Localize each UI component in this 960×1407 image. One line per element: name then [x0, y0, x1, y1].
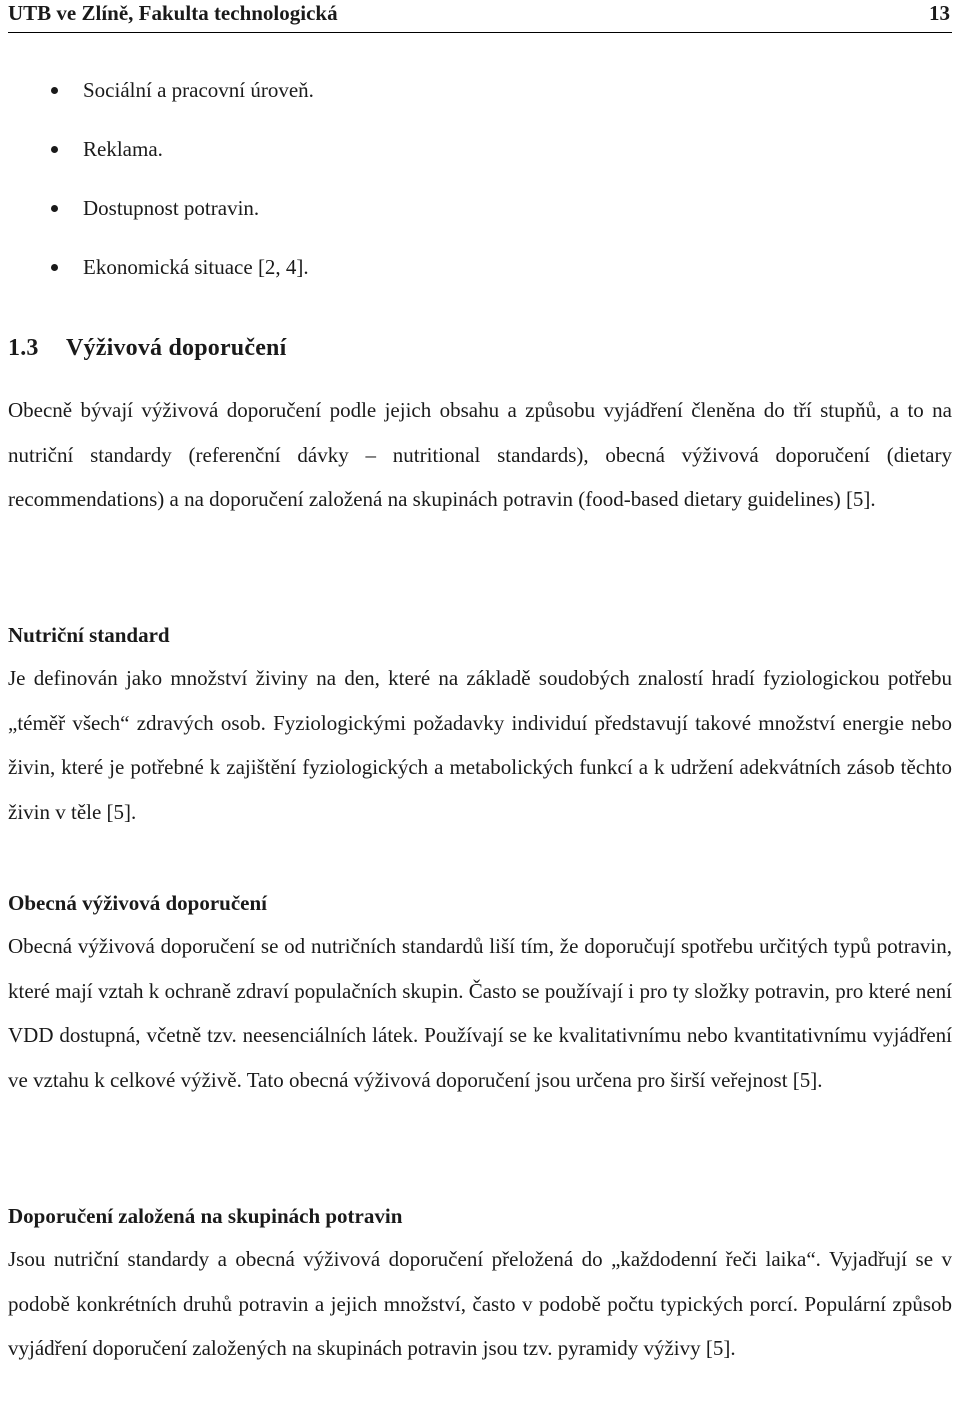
section-intro-paragraph: Obecně bývají výživová doporučení podle jejich obsahu a způsobu vyjádření členěna do tří stupňů, a to na nutriční standardy (referenční dávky – nutritional standards), obecná výživová doporučení (dietary recommendations) a na doporučení založená na skupinách potravin (food-based dietary guidelines) [5]. [8, 398, 952, 511]
page-number: 13 [929, 1, 950, 25]
paragraph-food-based-guidelines: Jsou nutriční standardy a obecná výživová doporučení přeložená do „každodenní řeči laika“. Vyjadřují se v podobě konkrétních druhů potravin a jejich množství, často v podobě počtu typických porcí. Populární způsob vyjádření doporučení založených na skupinách potravin jsou tzv. pyramidy výživy [5]. [8, 1247, 952, 1360]
page-header [8, 0, 952, 33]
list-item-text: Sociální a pracovní úroveň. [83, 78, 314, 102]
section-title: Výživová doporučení [66, 335, 287, 361]
subheading-food-based-guidelines: Doporučení založená na skupinách potravin [8, 1204, 403, 1228]
list-item [0, 196, 960, 255]
subheading-general-recommendations: Obecná výživová doporučení [8, 891, 268, 915]
bullet-icon [51, 87, 58, 94]
paragraph-nutritional-standard: Je definován jako množství živiny na den, které na základě soudobých znalostí hradí fyziologickou potřebu „téměř všech“ zdravých osob. Fyziologickými požadavky individuí představují takové množství energie nebo živin, které je potřebné k zajištění fyziologických a metabolických funkcí a k udržení adekvátních zásob těchto živin v těle [5]. [8, 666, 952, 824]
bullet-list [0, 78, 960, 314]
subheading-nutritional-standard: Nutriční standard [8, 623, 170, 647]
bullet-icon [51, 205, 58, 212]
list-item [0, 78, 960, 137]
header-title: UTB ve Zlíně, Fakulta technologická [8, 1, 338, 25]
list-item-text: Reklama. [83, 137, 163, 161]
section-number: 1.3 [8, 335, 39, 361]
list-item-text: Ekonomická situace [2, 4]. [83, 255, 309, 279]
section-heading [8, 333, 286, 363]
list-item-text: Dostupnost potravin. [83, 196, 260, 220]
bullet-icon [51, 264, 58, 271]
bullet-icon [51, 146, 58, 153]
paragraph-general-recommendations: Obecná výživová doporučení se od nutričních standardů liší tím, že doporučují spotřebu určitých typů potravin, které mají vztah k ochraně zdraví populačních skupin. Často se používají i pro ty složky potravin, pro které není VDD dostupná, včetně tzv. neesenciálních látek. Používají se ke kvalitativnímu nebo kvantitativnímu vyjádření ve vztahu k celkové výživě. Tato obecná výživová doporučení jsou určena pro širší veřejnost [5]. [8, 934, 952, 1092]
list-item [0, 255, 960, 314]
list-item [0, 137, 960, 196]
